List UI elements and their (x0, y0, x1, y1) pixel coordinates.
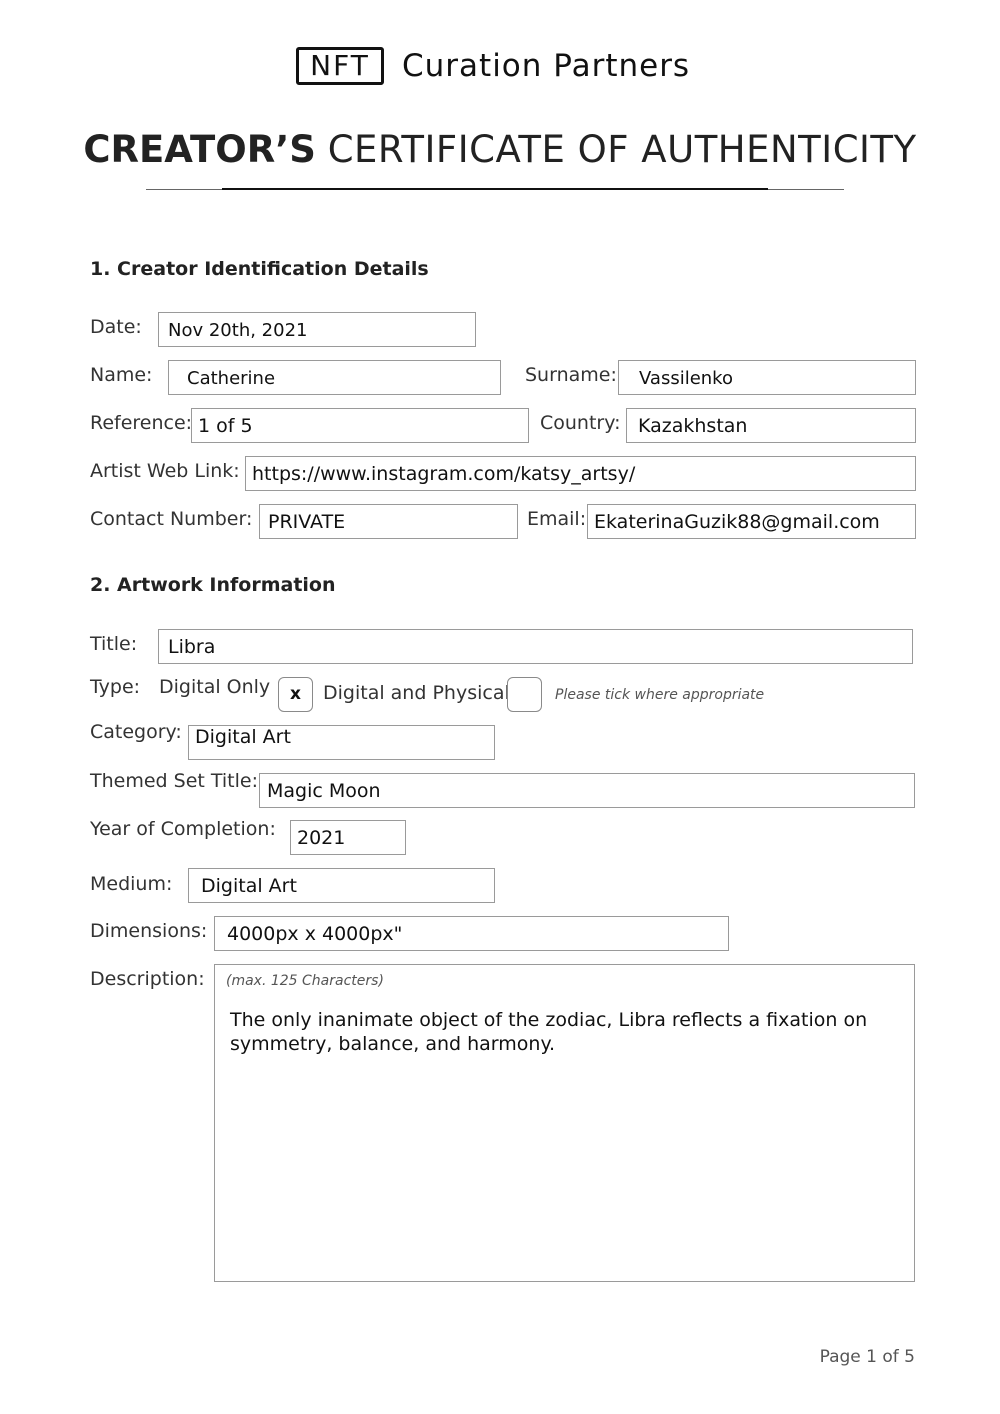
themed-set-field[interactable]: Magic Moon (259, 773, 915, 808)
category-field[interactable]: Digital Art (188, 725, 495, 760)
date-field[interactable]: Nov 20th, 2021 (158, 312, 476, 347)
type-digital-physical-label: Digital and Physical (323, 682, 510, 704)
country-field[interactable]: Kazakhstan (626, 408, 916, 443)
contact-field[interactable]: PRIVATE (259, 504, 518, 539)
logo-name: Curation Partners (402, 48, 691, 84)
type-digital-only-label: Digital Only (159, 676, 271, 698)
type-label: Type: (90, 676, 141, 698)
title-divider-accent (222, 188, 768, 190)
reference-label: Reference: (90, 412, 193, 434)
email-field[interactable]: EkaterinaGuzik88@gmail.com (587, 504, 916, 539)
document-title-bold: CREATOR’S (83, 128, 316, 171)
year-label: Year of Completion: (90, 818, 276, 840)
section-artwork-title: 2. Artwork Information (90, 574, 336, 596)
dimensions-field[interactable]: 4000px x 4000px" (214, 916, 729, 951)
name-label: Name: (90, 364, 153, 386)
logo-badge: NFT (296, 47, 384, 85)
dimensions-label: Dimensions: (90, 920, 208, 942)
medium-field[interactable]: Digital Art (188, 868, 495, 903)
weblink-label: Artist Web Link: (90, 460, 240, 482)
document-title (0, 128, 1000, 171)
themed-set-label: Themed Set Title: (90, 770, 258, 792)
year-field[interactable]: 2021 (290, 820, 406, 855)
title-label: Title: (90, 633, 138, 655)
surname-field[interactable]: Vassilenko (618, 360, 916, 395)
description-hint: (max. 125 Characters) (226, 973, 384, 989)
document-title-rest: CERTIFICATE OF AUTHENTICITY (327, 128, 917, 171)
description-text: The only inanimate object of the zodiac, Libra reflects a fixation on symmetry, balance, and harmony. (230, 1009, 868, 1055)
title-field[interactable]: Libra (158, 629, 913, 664)
section-creator-title: 1. Creator Identification Details (90, 258, 429, 280)
page-number: Page 1 of 5 (819, 1347, 915, 1367)
name-field[interactable]: Catherine (168, 360, 501, 395)
date-label: Date: (90, 316, 142, 338)
reference-field[interactable]: 1 of 5 (191, 408, 529, 443)
country-label: Country: (540, 412, 621, 434)
weblink-field[interactable]: https://www.instagram.com/katsy_artsy/ (245, 456, 916, 491)
surname-label: Surname: (525, 364, 617, 386)
type-hint: Please tick where appropriate (555, 687, 765, 703)
digital-physical-checkbox[interactable] (507, 677, 542, 712)
contact-label: Contact Number: (90, 508, 253, 530)
category-label: Category: (90, 721, 182, 743)
digital-only-checkbox[interactable]: x (278, 677, 313, 712)
description-label: Description: (90, 968, 205, 990)
email-label: Email: (527, 508, 587, 530)
medium-label: Medium: (90, 873, 173, 895)
